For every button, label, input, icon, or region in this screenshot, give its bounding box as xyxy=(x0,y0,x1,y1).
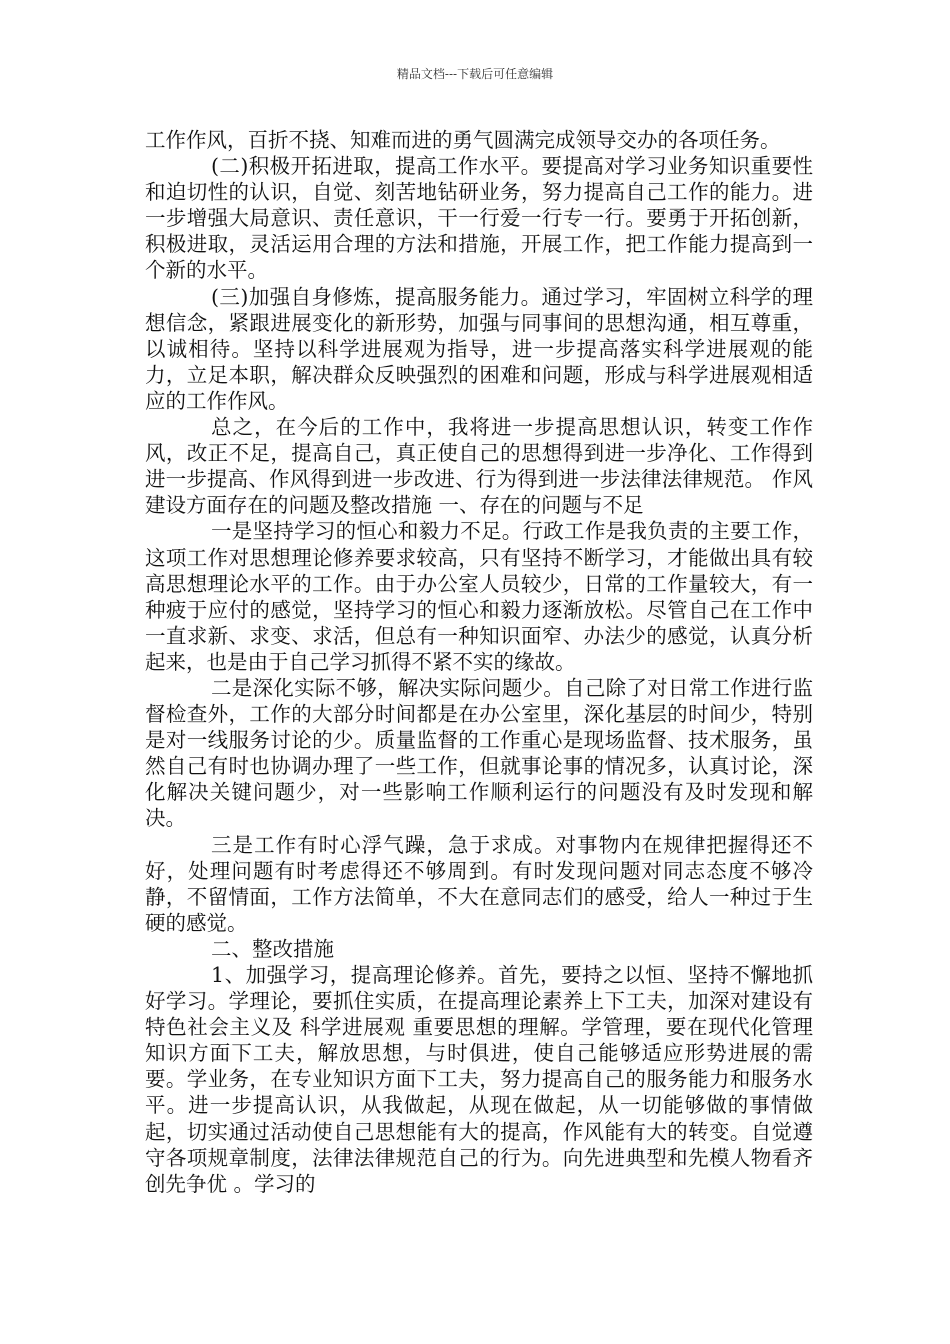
paragraph: (二)积极开拓进取，提高工作水平。要提高对学习业务知识重要性和迫切性的认识，自觉、刻苦地钻研业务，努力提高自己工作的能力。进一步增强大局意识、责任意识，干一行爱一行专一行。要勇于开拓创新，积极进取，灵活运用合理的方法和措施，开展工作，把工作能力提高到一个新的水平。 xyxy=(145,154,813,283)
paragraph: (三)加强自身修炼，提高服务能力。通过学习，牢固树立科学的理想信念，紧跟进展变化的新形势，加强与同事间的思想沟通，相互尊重，以诚相待。坚持以科学进展观为指导，进一步提高落实科学进展观的能力，立足本职，解决群众反映强烈的困难和问题，形成与科学进展观相适应的工作作风。 xyxy=(145,284,813,413)
document-body xyxy=(145,127,813,1197)
paragraph: 一是坚持学习的恒心和毅力不足。行政工作是我负责的主要工作，这项工作对思想理论修养要求较高，只有坚持不断学习，才能做出具有较高思想理论水平的工作。由于办公室人员较少，日常的工作量较大，有一种疲于应付的感觉，坚持学习的恒心和毅力逐渐放松。尽管自己在工作中一直求新、求变、求活，但总有一种知识面窄、办法少的感觉，认真分析起来，也是由于自己学习抓得不紧不实的缘故。 xyxy=(145,519,813,674)
paragraph: 三是工作有时心浮气躁，急于求成。对事物内在规律把握得还不好，处理问题有时考虑得还不够周到。有时发现问题对同志态度不够冷静，不留情面，工作方法简单，不大在意同志们的感受，给人一种过于生硬的感觉。 xyxy=(145,832,813,935)
section-heading: 二、整改措施 xyxy=(211,936,334,961)
paragraph: 1、加强学习，提高理论修养。首先，要持之以恒、坚持不懈地抓好学习。学理论，要抓住实质，在提高理论素养上下工夫，加深对建设有特色社会主义及 科学进展观 重要思想的理解。学管理，要在现代化管理知识方面下工夫，解放思想，与时俱进，使自己能够适应形势进展的需要。学业务，在专业知识方面下工夫，努力提高自己的服务能力和服务水平。进一步提高认识，从我做起，从现在做起，从一切能够做的事情做起，切实通过活动使自己思想能有大的提高，作风能有大的转变。自觉遵守各项规章制度，法律法律规范自己的行为。向先进典型和先模人物看齐 创先争优 。学习的 xyxy=(145,963,813,1196)
paragraph: 二是深化实际不够，解决实际问题少。自己除了对日常工作进行监督检查外，工作的大部分时间都是在办公室里，深化基层的时间少，特别是对一线服务讨论的少。质量监督的工作重心是现场监督、技术服务，虽然自己有时也协调办理了一些工作，但就事论事的情况多，认真讨论，深化解决关键问题少，对一些影响工作顺利运行的问题没有及时发现和解决。 xyxy=(145,675,813,831)
page-header: 精品文档---下载后可任意编辑 xyxy=(396,67,554,81)
paragraph: 工作作风，百折不挠、知难而进的勇气圆满完成领导交办的各项任务。 xyxy=(145,128,781,152)
paragraph: 总之，在今后的工作中，我将进一步提高思想认识，转变工作作风，改正不足，提高自己，真正使自己的思想得到进一步净化、工作得到进一步提高、作风得到进一步改进、行为得到进一步法律法律规范。 作风建设方面存在的问题及整改措施 一、存在的问题与不足 xyxy=(145,415,813,518)
